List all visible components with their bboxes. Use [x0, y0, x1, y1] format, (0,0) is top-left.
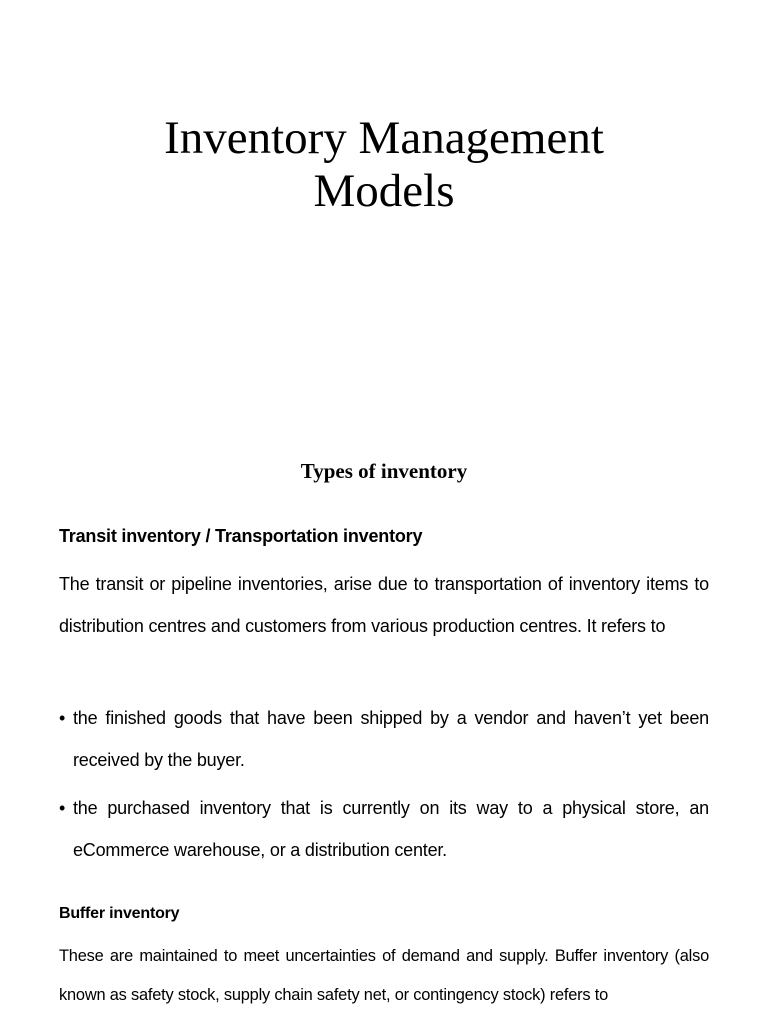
transit-inventory-heading: Transit inventory / Transportation inventory	[59, 526, 423, 546]
buffer-inventory-heading: Buffer inventory	[59, 905, 180, 922]
page-title	[0, 112, 768, 218]
bullet-icon: •	[59, 708, 66, 728]
list-item-text: the purchased inventory that is currently on its way to a physical store, an eCommerce warehouse, or a distribution center.	[73, 798, 709, 860]
page-title-line-2: Models	[313, 165, 455, 217]
list-item-text: the finished goods that have been shipped by a vendor and haven’t yet been received by the buyer.	[73, 708, 709, 770]
buffer-inventory-paragraph: These are maintained to meet uncertainties of demand and supply. Buffer inventory (also known as safety stock, supply chain safety net, or contingency stock) refers to	[59, 947, 709, 1004]
page-title-line-1: Inventory Management	[164, 112, 604, 164]
bullet-icon: •	[59, 798, 66, 818]
list-item	[59, 787, 709, 871]
transit-inventory-paragraph: The transit or pipeline inventories, arise due to transportation of inventory items to distribution centres and customers from various production centres. It refers to	[59, 574, 709, 636]
section-heading: Types of inventory	[300, 459, 468, 483]
transit-bullet-list-1	[59, 697, 709, 781]
transit-bullet-list-2	[59, 787, 709, 871]
list-item	[59, 697, 709, 781]
